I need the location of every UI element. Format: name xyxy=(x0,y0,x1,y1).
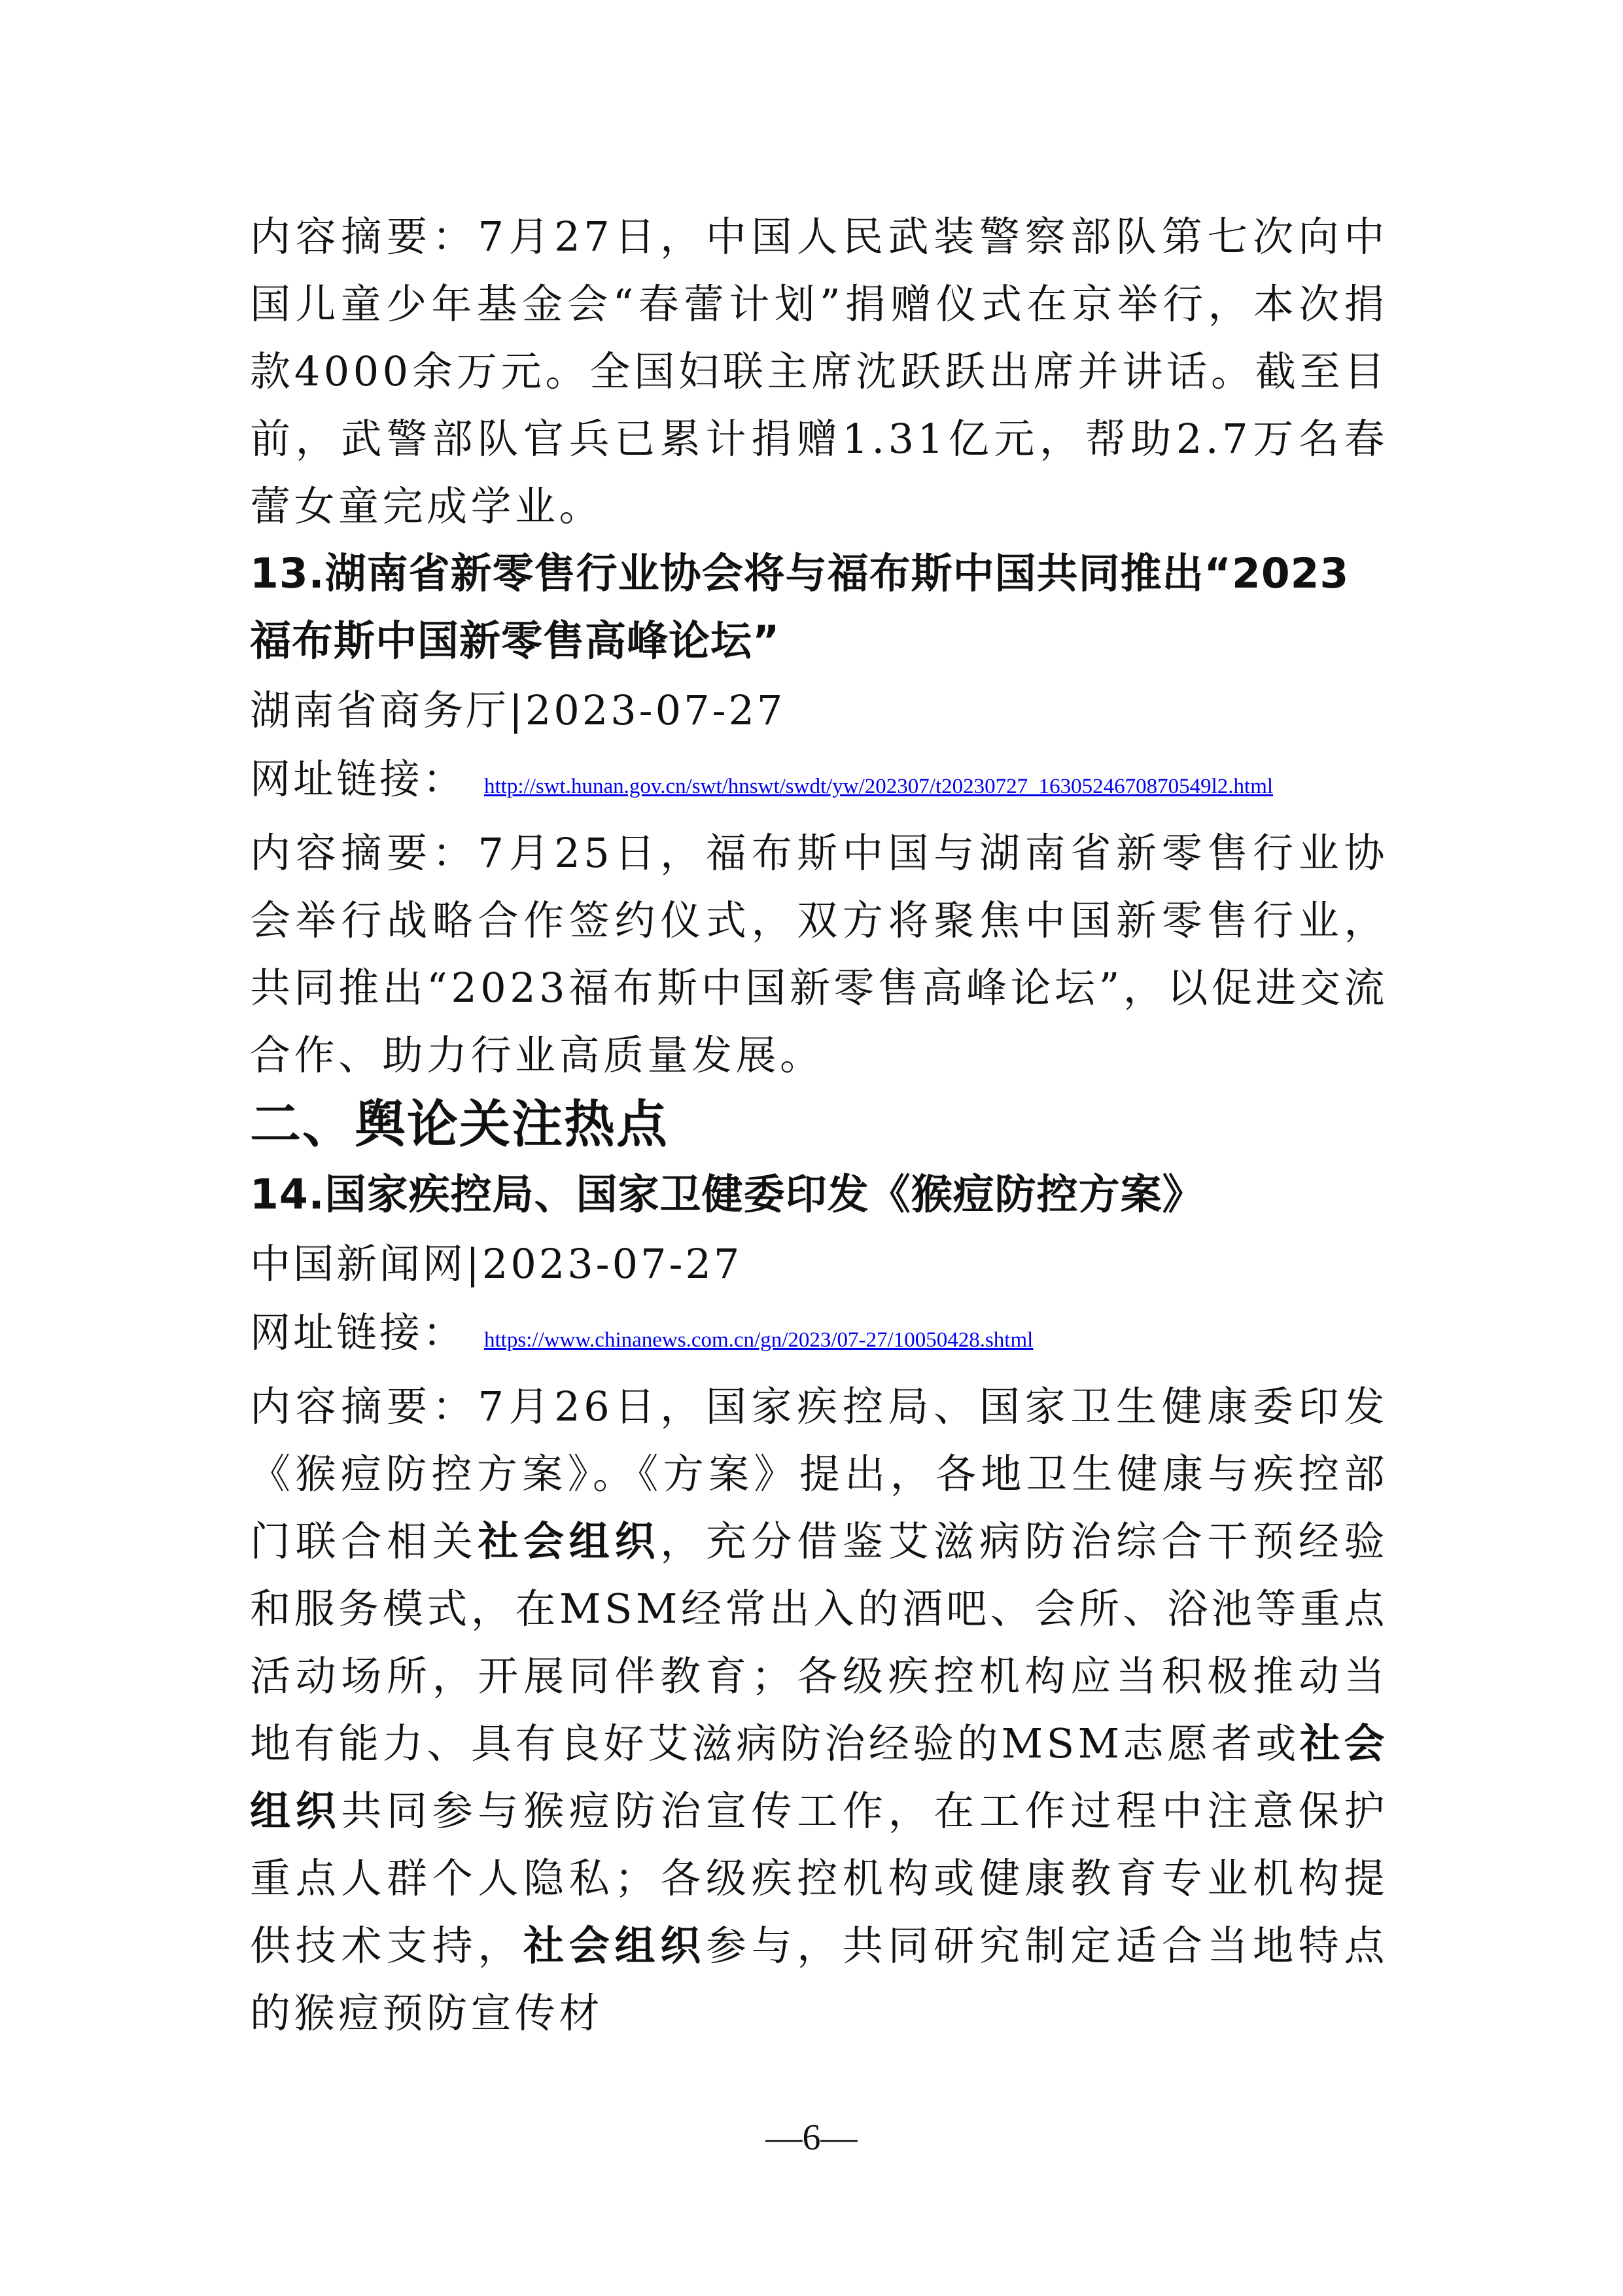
item13-source: 湖南省商务厅|2023-07-27 xyxy=(250,686,786,734)
page-number: —6— xyxy=(765,2117,858,2158)
item14-summary-part1: 内容摘要：7月26日，国家疾控局、国家卫生健康委印发《猴痘防控方案》。《方案》提出，各地卫生健康与疾控部门联合相关 xyxy=(250,1383,1388,1565)
item14-source: 中国新闻网|2023-07-27 xyxy=(250,1240,742,1288)
item14-link-row xyxy=(250,1300,1388,1373)
section2-heading: 二、舆论关注热点 xyxy=(250,1095,669,1154)
item14-summary-part2: ，充分借鉴艾滋病防治综合干预经验和服务模式，在MSM经常出入的酒吧、会所、浴池等重点活动场所，开展同伴教育；各级疾控机构应当积极推动当地有能力、具有良好艾滋病防治经验的MSM志愿者或 xyxy=(250,1517,1388,1767)
item14-link-label: 网址链接： xyxy=(250,1309,466,1356)
item13-link[interactable]: http://swt.hunan.gov.cn/swt/hnswt/swdt/yw/202307/t20230727_1630524670870549l2.html xyxy=(484,775,1274,798)
keyword-social-org-1: 社会组织 xyxy=(478,1517,661,1565)
item13-summary: 内容摘要：7月25日，福布斯中国与湖南省新零售行业协会举行战略合作签约仪式，双方将聚焦中国新零售行业，共同推出“2023福布斯中国新零售高峰论坛”，以促进交流合作、助力行业高质量发展。 xyxy=(250,829,1388,1079)
item13-link-label: 网址链接： xyxy=(250,755,466,803)
keyword-social-org-2: 社会组织 xyxy=(250,1720,1388,1835)
item13-title: 13.湖南省新零售行业协会将与福布斯中国共同推出“2023福布斯中国新零售高峰论坛” xyxy=(250,550,1350,665)
item14-title: 14.国家疾控局、国家卫健委印发《猴痘防控方案》 xyxy=(250,1171,1204,1218)
item14-summary-part4: 参与，共同研究制定适合当地特点的猴痘预防宣传材 xyxy=(250,1922,1388,2037)
item13-link-row xyxy=(250,747,1388,819)
item12-summary: 内容摘要：7月27日，中国人民武装警察部队第七次向中国儿童少年基金会“春蕾计划”捐赠仪式在京举行，本次捐款4000余万元。全国妇联主席沈跃跃出席并讲话。截至目前，武警部队官兵已累计捐赠1.31亿元，帮助2.7万名春蕾女童完成学业。 xyxy=(250,213,1388,530)
item14-link[interactable]: https://www.chinanews.com.cn/gn/2023/07-27/10050428.shtml xyxy=(484,1328,1034,1352)
keyword-social-org-3: 社会组织 xyxy=(523,1922,706,1969)
page-content xyxy=(250,203,1388,2047)
item14-summary xyxy=(250,1373,1388,2047)
item14-summary-part3: 共同参与猴痘防治宣传工作，在工作过程中注意保护重点人群个人隐私；各级疾控机构或健康教育专业机构提供技术支持， xyxy=(250,1787,1388,1969)
